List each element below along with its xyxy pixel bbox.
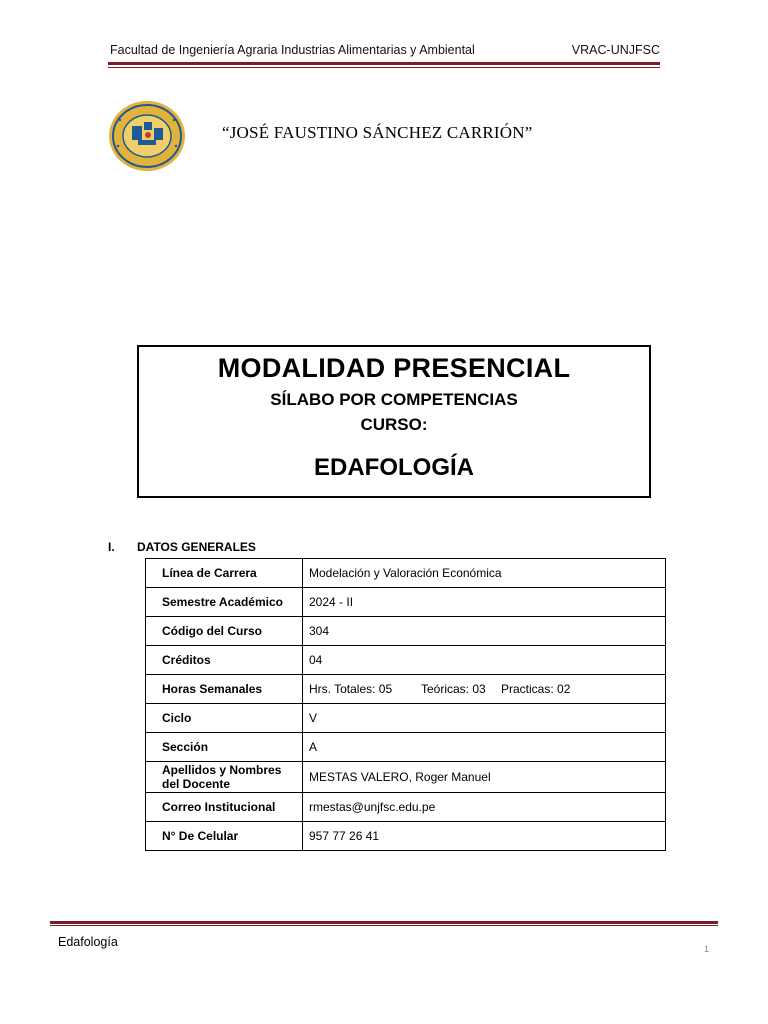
- row-label: Horas Semanales: [146, 675, 303, 704]
- footer-rule-thin: [50, 925, 718, 926]
- row-value: Modelación y Valoración Económica: [303, 559, 666, 588]
- row-value-hours: [303, 675, 666, 704]
- title-box: [137, 345, 651, 498]
- course-name: EDAFOLOGÍA: [314, 454, 474, 481]
- header-rule-thin: [108, 67, 660, 68]
- row-label: Código del Curso: [146, 617, 303, 646]
- table-row: [146, 646, 666, 675]
- table-row: [146, 762, 666, 793]
- hours-theory: Teóricas: 03: [421, 682, 486, 696]
- row-value-phone: 957 77 26 41: [303, 822, 666, 851]
- header-office: VRAC-UNJFSC: [571, 43, 660, 57]
- course-label: CURSO:: [360, 415, 428, 434]
- row-value: 04: [303, 646, 666, 675]
- row-label: Correo Institucional: [146, 793, 303, 822]
- table-row: [146, 793, 666, 822]
- row-label: Ciclo: [146, 704, 303, 733]
- section-number: I.: [108, 540, 115, 554]
- hours-practice: Practicas: 02: [501, 682, 571, 696]
- table-row: [146, 559, 666, 588]
- row-value: MESTAS VALERO, Roger Manuel: [303, 762, 666, 793]
- row-label: Semestre Académico: [146, 588, 303, 617]
- general-data-table: [145, 558, 666, 851]
- section-title: DATOS GENERALES: [137, 540, 256, 554]
- table-row: [146, 704, 666, 733]
- header-faculty: Facultad de Ingeniería Agraria Industrias Alimentarias y Ambiental: [110, 43, 475, 57]
- footer-course: Edafología: [58, 935, 118, 949]
- row-label: Sección: [146, 733, 303, 762]
- row-value-email: rmestas@unjfsc.edu.pe: [303, 793, 666, 822]
- row-label: Línea de Carrera: [146, 559, 303, 588]
- table-row: [146, 588, 666, 617]
- footer-rule: [50, 921, 718, 924]
- university-name: “JOSÉ FAUSTINO SÁNCHEZ CARRIÓN”: [222, 123, 533, 142]
- table-row: [146, 675, 666, 704]
- row-value: 304: [303, 617, 666, 646]
- row-value: V: [303, 704, 666, 733]
- document-type: SÍLABO POR COMPETENCIAS: [270, 390, 518, 409]
- hours-total: Hrs. Totales: 05: [309, 682, 393, 696]
- university-seal-icon: [108, 100, 186, 172]
- table-row: [146, 733, 666, 762]
- table-row: [146, 822, 666, 851]
- row-value: 2024 - II: [303, 588, 666, 617]
- page-number: 1: [704, 944, 710, 954]
- row-label: Apellidos y Nombres del Docente: [146, 762, 303, 793]
- row-value: A: [303, 733, 666, 762]
- table-row: [146, 617, 666, 646]
- modality-title: MODALIDAD PRESENCIAL: [217, 353, 571, 383]
- row-label: N° De Celular: [146, 822, 303, 851]
- header-rule: [108, 62, 660, 65]
- row-label: Créditos: [146, 646, 303, 675]
